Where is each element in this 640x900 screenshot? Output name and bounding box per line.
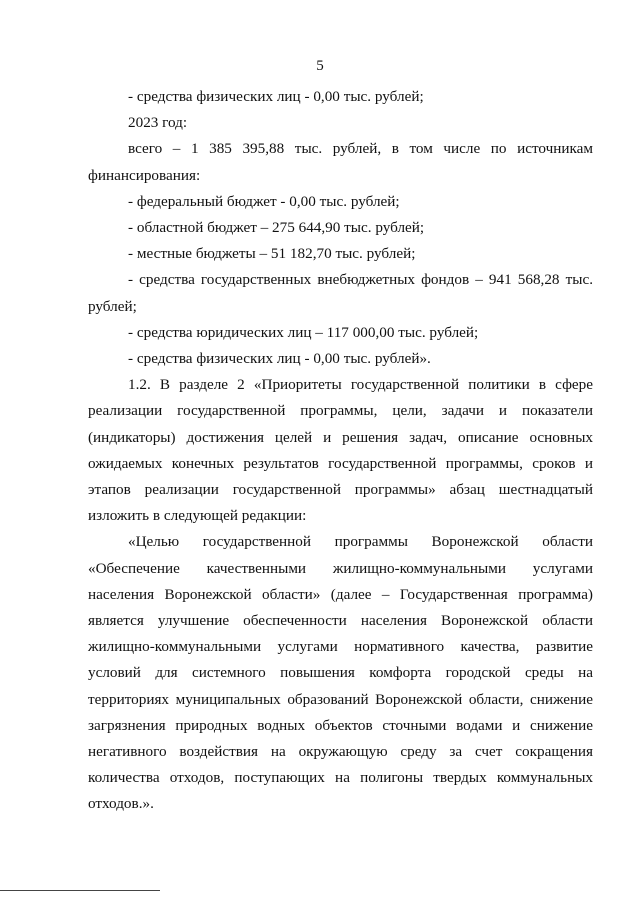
total-2023: всего – 1 385 395,88 тыс. рублей, в том числе по источникам финансирования:	[88, 140, 593, 184]
line-legal-entities: - средства юридических лиц – 117 000,00 тыс. рублей;	[128, 323, 479, 341]
line-individuals-2022: - средства физических лиц - 0,00 тыс. рублей;	[128, 88, 424, 105]
year-heading-2023: 2023 год:	[128, 114, 188, 132]
line-individuals-2023: - средства физических лиц - 0,00 тыс. рублей».	[128, 350, 431, 368]
footer-divider	[0, 890, 160, 891]
paragraph-section-2-amendment: 1.2. В разделе 2 «Приоритеты государственной политики в сфере реализации государственной программы, цели, задачи и показатели (индикаторы) достижения целей и решения задач, описание основных ожидаемых конечных результатов государственной программы, сроков и этапов реализации государственной программы» абзац шестнадцатый изложить в следующей редакции:	[88, 376, 593, 525]
line-local-budgets: - местные бюджеты – 51 182,70 тыс. рублей;	[128, 245, 416, 263]
page-number: 5	[316, 58, 324, 74]
document-body	[88, 84, 593, 818]
line-regional-budget: - областной бюджет – 275 644,90 тыс. рублей;	[128, 219, 425, 237]
paragraph-program-goal: «Целью государственной программы Воронежской области «Обеспечение качественными жилищно-коммунальными услугами населения Воронежской области» (далее – Государственная программа) является улучшение обеспеченности населения Воронежской области жилищно-коммунальными услугами нормативного качества, развитие условий для системного повышения комфорта городской среды на территориях муниципальных образований Воронежской области, снижение загрязнения природных водных объектов сточными водами и снижение негативного воздействия на окружающую среду за счет сокращения количества отходов, поступающих на полигоны твердых коммунальных отходов.».	[88, 533, 593, 813]
line-federal-budget: - федеральный бюджет - 0,00 тыс. рублей;	[128, 192, 400, 210]
line-extrabudgetary-funds: - средства государственных внебюджетных фондов – 941 568,28 тыс. рублей;	[88, 271, 593, 315]
